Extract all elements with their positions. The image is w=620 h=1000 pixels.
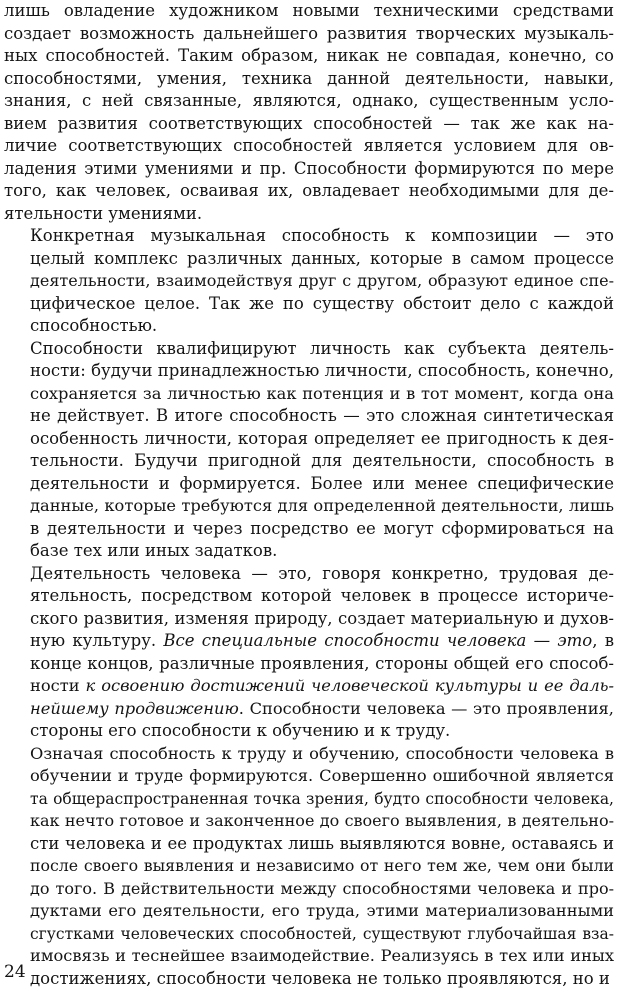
text-segment: обучении и труде формируются. Совершенно ошибочной является: [30, 766, 614, 785]
text-segment: достижениях, способности человека не только проявляются, но и: [30, 968, 610, 988]
text-segment: базе тех или иных задатков.: [30, 541, 278, 560]
paragraph: [4, 338, 614, 563]
text-line: [4, 878, 614, 901]
text-line: [4, 225, 614, 248]
text-segment: дуктами его деятельности, его труда, этими материализованными: [30, 901, 614, 920]
text-line: [4, 495, 614, 518]
text-line: [4, 68, 614, 91]
text-segment: личие соответствующих способностей является условием для ов-: [4, 136, 614, 155]
text-segment: способностью.: [30, 316, 158, 335]
text-line: [4, 135, 614, 158]
text-line: [4, 675, 614, 698]
text-segment: ности: [30, 676, 86, 695]
text-segment: ладения этими умениями и пр. Способности формируются по мере: [4, 158, 614, 178]
paragraph: [4, 743, 614, 991]
text-line: [4, 743, 614, 766]
text-line: [4, 945, 614, 968]
text-line: [4, 90, 614, 113]
paragraph: [4, 563, 614, 743]
text-line: [4, 630, 614, 653]
text-line: [4, 383, 614, 406]
text-line: [4, 833, 614, 856]
text-segment: создает возможность дальнейшего развития творческих музыкаль-: [4, 23, 614, 43]
text-line: [4, 563, 614, 586]
text-segment: ятельность, посредством которой человек в процессе историче-: [30, 586, 614, 605]
text-segment: не действует. В итоге способность — это сложная синтетическая: [30, 406, 614, 425]
text-line: [4, 360, 614, 383]
text-line: [4, 248, 614, 271]
text-line: [4, 653, 614, 676]
text-line: [4, 270, 614, 293]
text-line: [4, 428, 614, 451]
text-line: [4, 540, 614, 563]
text-line: [4, 518, 614, 541]
text-line: [4, 698, 614, 721]
text-segment: Деятельность человека — это, говоря конкретно, трудовая де-: [30, 563, 614, 583]
text-line: [4, 923, 614, 946]
text-line: [4, 113, 614, 136]
text-segment: как нечто готовое и законченное до своего выявления, в деятельно-: [30, 811, 614, 830]
text-segment: ятельности умениями.: [4, 203, 203, 223]
text-line: [4, 293, 614, 316]
text-segment: та общераспространенная точка зрения, будто способности человека,: [30, 789, 614, 808]
text-segment: сти человека и ее продуктах лишь выявляются вовне, оставаясь и: [30, 833, 614, 853]
text-segment: , в: [592, 631, 614, 650]
text-segment: тельности. Будучи пригодной для деятельности, способность в: [30, 451, 614, 470]
text-line: [4, 23, 614, 46]
text-line: [4, 450, 614, 473]
text-segment: Означая способность к труду и обучению, способности человека в: [30, 743, 614, 763]
text-segment: . Способности человека — это проявления,: [238, 698, 614, 718]
text-segment: способностями, умения, техника данной деятельности, навыки,: [4, 68, 614, 88]
text-segment: деятельности и формируется. Более или менее специфические: [30, 473, 614, 493]
text-line: [4, 180, 614, 203]
text-line: [4, 338, 614, 361]
text-segment: цифическое целое. Так же по существу обстоит дело с каждой: [30, 293, 614, 313]
text-segment: Способности квалифицируют личность как субъекта деятель-: [30, 338, 614, 358]
text-segment: после своего выявления и независимо от него тем же, чем они были: [30, 856, 614, 875]
text-segment: деятельности, взаимодействуя друг с другом, образуют единое спе-: [30, 271, 614, 290]
text-segment: ского развития, изменяя природу, создает материальную и духов-: [30, 608, 614, 628]
text-line: [4, 405, 614, 428]
text-line: [4, 203, 614, 226]
italic-text-segment: нейшему продвижению: [30, 698, 239, 718]
text-line: [4, 315, 614, 338]
text-segment: особенность личности, которая определяет ее пригодность к дея-: [30, 428, 614, 448]
text-line: [4, 473, 614, 496]
text-line: [4, 810, 614, 833]
text-line: [4, 608, 614, 631]
text-line: [4, 765, 614, 788]
text-segment: сгустками человеческих способностей, существуют глубочайшая вза-: [30, 924, 614, 943]
text-segment: до того. В действительности между способностями человека и про-: [30, 878, 614, 898]
text-line: [4, 585, 614, 608]
text-line: [4, 968, 614, 991]
text-segment: стороны его способности к обучению и к труду.: [30, 721, 451, 740]
text-segment: конце концов, различные проявления, стороны общей его способ-: [30, 653, 614, 673]
text-segment: вием развития соответствующих способностей — так же как на-: [4, 113, 614, 133]
paragraph: [4, 0, 614, 225]
text-segment: знания, с ней связанные, являются, однако, существенным усло-: [4, 91, 614, 110]
text-segment: данные, которые требуются для определенной деятельности, лишь: [30, 496, 614, 515]
text-line: [4, 788, 614, 811]
text-segment: Конкретная музыкальная способность к композиции — это: [30, 226, 614, 245]
text-segment: ности: будучи принадлежностью личности, способность, конечно,: [30, 361, 614, 380]
text-line: [4, 0, 614, 23]
text-line: [4, 900, 614, 923]
text-segment: того, как человек, осваивая их, овладевает необходимыми для де-: [4, 181, 614, 200]
text-segment: сохраняется за личностью как потенция и в тот момент, когда она: [30, 383, 614, 403]
italic-text-segment: к освоению достижений человеческой культуры и ее даль-: [85, 676, 614, 695]
text-segment: лишь овладение художником новыми техническими средствами: [4, 1, 614, 20]
text-segment: ную культуру.: [30, 631, 164, 650]
italic-text-segment: Все специальные способности человека — это: [163, 631, 593, 650]
text-line: [4, 855, 614, 878]
text-segment: целый комплекс различных данных, которые в самом процессе: [30, 248, 614, 268]
text-segment: в деятельности и через посредство ее могут сформироваться на: [30, 518, 614, 538]
paragraph: [4, 225, 614, 338]
text-segment: имосвязь и теснейшее взаимодействие. Реализуясь в тех или иных: [30, 946, 614, 965]
text-segment: ных способностей. Таким образом, никак не совпадая, конечно, со: [4, 46, 614, 65]
text-line: [4, 158, 614, 181]
text-line: [4, 45, 614, 68]
text-line: [4, 720, 614, 743]
page-number: 24: [4, 962, 26, 982]
